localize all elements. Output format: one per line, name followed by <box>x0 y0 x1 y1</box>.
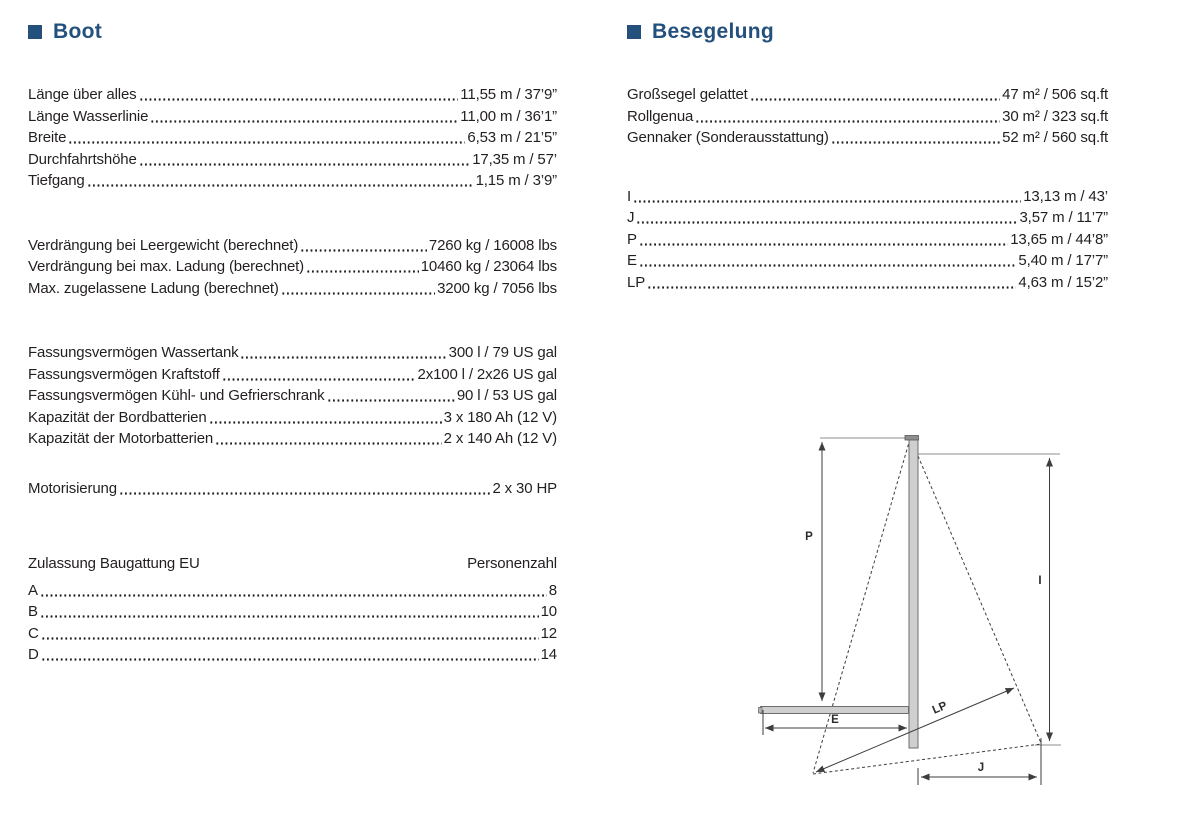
spec-row <box>627 106 1108 128</box>
certification-header-left: Zulassung Baugattung EU <box>28 555 200 572</box>
spec-row <box>627 186 1108 208</box>
spec-row <box>28 644 557 666</box>
spec-label: E <box>627 252 637 269</box>
masthead-cap <box>905 436 919 441</box>
spec-value: 47 m² / 506 sq.ft <box>1002 86 1108 103</box>
spec-row <box>28 623 557 645</box>
spec-value: 2x100 l / 2x26 US gal <box>417 365 557 383</box>
boot-section <box>28 20 557 666</box>
spec-row <box>627 127 1108 149</box>
spec-label: Fassungsvermögen Kühl- und Gefrierschrank <box>28 387 325 404</box>
section-title: Boot <box>53 20 103 43</box>
leader-dots <box>306 256 419 278</box>
certification-header-right: Personenzahl <box>467 555 557 572</box>
spars <box>759 436 919 749</box>
spec-value: 3 x 180 Ah (12 V) <box>443 408 557 426</box>
lp-dimension-label: LP <box>930 699 949 717</box>
i-dimension-label: I <box>1038 575 1042 587</box>
spec-row <box>28 278 557 300</box>
spec-row <box>627 84 1108 106</box>
section-title: Besegelung <box>652 20 775 43</box>
spec-row <box>28 385 557 407</box>
leader-dots <box>40 601 539 623</box>
certification-header <box>28 553 557 575</box>
spec-label: Länge über alles <box>28 86 137 103</box>
section-bullet-icon <box>627 25 641 39</box>
spec-label: Tiefgang <box>28 172 85 189</box>
spec-value: 10 <box>540 603 557 620</box>
boot-certification-group <box>28 553 557 666</box>
spec-row <box>28 364 557 386</box>
spec-label: Fassungsvermögen Kraftstoff <box>28 365 220 383</box>
spec-row <box>28 84 557 106</box>
boom-end-cap <box>759 708 763 714</box>
spec-value: 10460 kg / 23064 lbs <box>420 258 557 275</box>
leader-dots <box>647 272 1016 294</box>
spec-label: B <box>28 603 38 620</box>
leader-dots <box>222 364 416 386</box>
spec-label: I <box>627 187 632 205</box>
spec-label: Verdrängung bei Leergewicht (berechnet) <box>28 236 299 254</box>
spec-value: 11,00 m / 36’1” <box>460 107 557 125</box>
rig-dimensions-group <box>627 186 1108 294</box>
leader-dots <box>139 84 459 106</box>
spec-label: D <box>28 646 39 663</box>
spec-label: Rollgenua <box>627 107 694 125</box>
spec-value: 2 x 140 Ah (12 V) <box>443 430 557 447</box>
leader-dots <box>41 623 539 645</box>
spec-value: 3200 kg / 7056 lbs <box>437 279 557 297</box>
boot-dimensions-group <box>28 84 557 192</box>
besegelung-header <box>627 20 1108 44</box>
leader-dots <box>150 106 458 128</box>
spec-label: Motorisierung <box>28 479 117 497</box>
spec-row <box>28 478 557 500</box>
spec-row <box>627 229 1108 251</box>
spec-value: 6,53 m / 21’5” <box>467 129 557 146</box>
spec-label: Gennaker (Sonderausstattung) <box>627 129 829 146</box>
spec-value: 8 <box>548 581 557 599</box>
spec-row <box>28 407 557 429</box>
spec-label: J <box>627 209 635 226</box>
spec-value: 17,35 m / 57’ <box>472 150 557 168</box>
leader-dots <box>68 127 465 149</box>
leader-dots <box>695 106 1000 128</box>
spec-label: Kapazität der Bordbatterien <box>28 408 207 426</box>
spec-value: 7260 kg / 16008 lbs <box>428 236 557 254</box>
leader-dots <box>831 127 1000 149</box>
leader-dots <box>40 580 547 602</box>
spec-value: 1,15 m / 3’9” <box>475 172 557 189</box>
leader-dots <box>209 407 442 429</box>
spec-label: Großsegel gelattet <box>627 86 748 103</box>
leader-dots <box>139 149 471 171</box>
spec-value: 4,63 m / 15’2” <box>1018 273 1108 291</box>
spec-label: A <box>28 581 38 599</box>
spec-row <box>627 207 1108 229</box>
leader-dots <box>119 478 491 500</box>
spec-row <box>627 250 1108 272</box>
spec-label: Fassungsvermögen Wassertank <box>28 344 239 361</box>
sail-areas-group <box>627 84 1108 149</box>
spec-value: 3,57 m / 11’7” <box>1019 209 1108 226</box>
spec-value: 300 l / 79 US gal <box>448 344 557 361</box>
boot-capacities-group <box>28 342 557 450</box>
spec-row <box>28 170 557 192</box>
leader-dots <box>215 428 442 450</box>
spec-label: Länge Wasserlinie <box>28 107 149 125</box>
spec-label: Max. zugelassene Ladung (berechnet) <box>28 279 279 297</box>
boom <box>761 707 909 714</box>
leader-dots <box>327 385 455 407</box>
section-bullet-icon <box>28 25 42 39</box>
spec-label: Kapazität der Motorbatterien <box>28 430 214 447</box>
spec-row <box>28 127 557 149</box>
spec-row <box>28 235 557 257</box>
spec-value: 30 m² / 323 sq.ft <box>1002 107 1108 125</box>
leader-dots <box>639 229 1008 251</box>
spec-label: Verdrängung bei max. Ladung (berechnet) <box>28 258 305 275</box>
forestay-dashed-line <box>918 456 1041 743</box>
dimension-labels <box>805 531 1041 774</box>
e-dimension-label: E <box>831 714 839 726</box>
leader-dots <box>87 170 474 192</box>
leader-dots <box>636 207 1017 229</box>
spec-value: 2 x 30 HP <box>492 479 557 497</box>
leader-dots <box>281 278 435 300</box>
leader-dots <box>633 186 1021 208</box>
leader-dots <box>41 644 539 666</box>
spec-value: 13,65 m / 44’8” <box>1010 230 1108 248</box>
spec-label: Durchfahrtshöhe <box>28 150 137 168</box>
leader-dots <box>300 235 427 257</box>
leader-dots <box>240 342 446 364</box>
spec-value: 52 m² / 560 sq.ft <box>1002 129 1108 146</box>
spec-row <box>28 601 557 623</box>
spec-value: 11,55 m / 37’9” <box>460 86 557 103</box>
spec-row <box>28 256 557 278</box>
besegelung-section <box>627 20 1108 293</box>
dimension-arrows <box>763 442 1050 785</box>
leader-dots <box>750 84 1000 106</box>
spec-value: 12 <box>540 624 557 642</box>
leader-dots <box>639 250 1017 272</box>
certification-rows <box>28 580 557 666</box>
spec-value: 90 l / 53 US gal <box>456 387 557 404</box>
boot-header <box>28 20 557 44</box>
j-dimension-label: J <box>977 762 985 774</box>
spec-row <box>28 580 557 602</box>
boot-weights-group <box>28 235 557 300</box>
spec-label: P <box>627 230 637 248</box>
spec-label: Breite <box>28 129 67 146</box>
mainsail-luff-dashed-line <box>813 439 910 773</box>
spec-value: 5,40 m / 17’7” <box>1018 252 1108 269</box>
sail-plan-diagram <box>720 380 1080 810</box>
mast <box>909 437 918 748</box>
spec-label: C <box>28 624 39 642</box>
spec-row <box>28 106 557 128</box>
spec-value: 14 <box>540 646 557 663</box>
spec-row <box>28 342 557 364</box>
boot-engine-group <box>28 478 557 500</box>
spec-row <box>627 272 1108 294</box>
p-dimension-label: P <box>805 531 813 543</box>
spec-row <box>28 428 557 450</box>
spec-row <box>28 149 557 171</box>
reference-lines <box>820 438 1061 745</box>
spec-value: 13,13 m / 43’ <box>1023 187 1108 205</box>
sail-outline-dashed-lines <box>813 439 1041 774</box>
spec-label: LP <box>627 273 646 291</box>
